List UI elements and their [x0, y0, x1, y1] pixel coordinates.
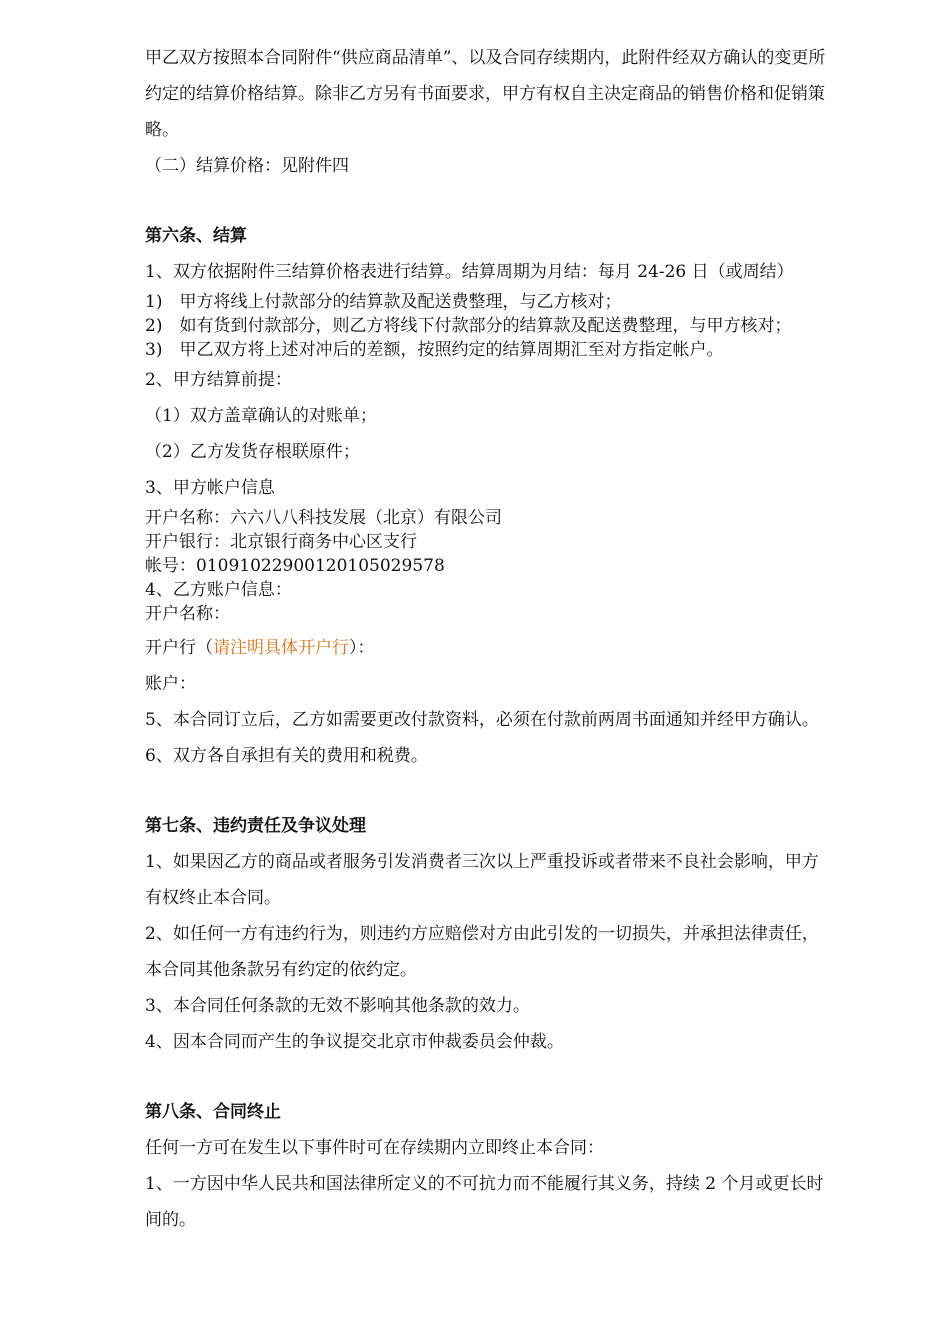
article-6-item-2: 2、甲方结算前提： [145, 370, 292, 390]
article-7-item-1: 1、如果因乙方的商品或者服务引发消费者三次以上严重投诉或者带来不良社会影响，甲方有权终止本合同。 [145, 852, 819, 908]
bank-note-highlight: 请注明具体开户行 [213, 638, 349, 658]
bank-suffix: ）： [349, 638, 375, 658]
intro-paragraph: 甲乙双方按照本合同附件“供应商品清单”、以及合同存续期内，此附件经双方确认的变更所约定的结算价格结算。除非乙方另有书面要求，甲方有权自主决定商品的销售价格和促销策略。 [145, 48, 826, 140]
article-6-title: 第六条、结算 [145, 226, 247, 246]
article-6-item-1: 1、双方依据附件三结算价格表进行结算。结算周期为月结：每月 24-26 日（或周结） [145, 262, 794, 282]
article-7-title: 第七条、违约责任及争议处理 [145, 816, 366, 836]
article-6-item-2-b: （2）乙方发货存根联原件； [145, 442, 360, 462]
article-8-title: 第八条、合同终止 [145, 1102, 281, 1122]
article-6-item-4: 4、乙方账户信息： [145, 580, 292, 600]
party-b-account-number: 账户： [145, 674, 196, 694]
article-8-item-1: 1、一方因中华人民共和国法律所定义的不可抗力而不能履行其义务，持续 2 个月或更长时间的。 [145, 1174, 824, 1230]
document-page [145, 40, 835, 1238]
article-7-item-2: 2、如任何一方有违约行为，则违约方应赔偿对方由此引发的一切损失，并承担法律责任，本合同其他条款另有约定的依约定。 [145, 924, 819, 980]
spacer [145, 184, 835, 218]
article-6-item-3: 3、甲方帐户信息 [145, 478, 275, 498]
spacer [145, 774, 835, 808]
article-6-item-2-a: （1）双方盖章确认的对账单； [145, 406, 377, 426]
party-b-account-name: 开户名称： [145, 604, 230, 624]
bank-prefix: 开户行（ [145, 638, 213, 658]
settlement-price-line: （二）结算价格：见附件四 [145, 156, 349, 176]
party-a-account-name: 开户名称：六六八八科技发展（北京）有限公司 [145, 508, 502, 528]
article-7-item-3: 3、本合同任何条款的无效不影响其他条款的效力。 [145, 996, 530, 1016]
article-6-sub-2: 2) 如有货到付款部分，则乙方将线下付款部分的结算款及配送费整理，与甲方核对； [145, 316, 792, 336]
article-6-item-6: 6、双方各自承担有关的费用和税费。 [145, 746, 428, 766]
article-6-item-5: 5、本合同订立后，乙方如需要更改付款资料，必须在付款前两周书面通知并经甲方确认。 [145, 710, 819, 730]
party-a-account-number: 帐号：01091022900120105029578 [145, 556, 445, 576]
party-b-account-bank [145, 630, 835, 666]
article-7-item-4: 4、因本合同而产生的争议提交北京市仲裁委员会仲裁。 [145, 1032, 564, 1052]
article-6-sub-1: 1) 甲方将线上付款部分的结算款及配送费整理，与乙方核对； [145, 292, 622, 312]
party-a-account-bank: 开户银行：北京银行商务中心区支行 [145, 532, 417, 552]
article-6-sub-3: 3) 甲乙双方将上述对冲后的差额，按照约定的结算周期汇至对方指定帐户。 [145, 340, 724, 360]
spacer [145, 1060, 835, 1094]
article-8-intro: 任何一方可在发生以下事件时可在存续期内立即终止本合同： [145, 1138, 604, 1158]
